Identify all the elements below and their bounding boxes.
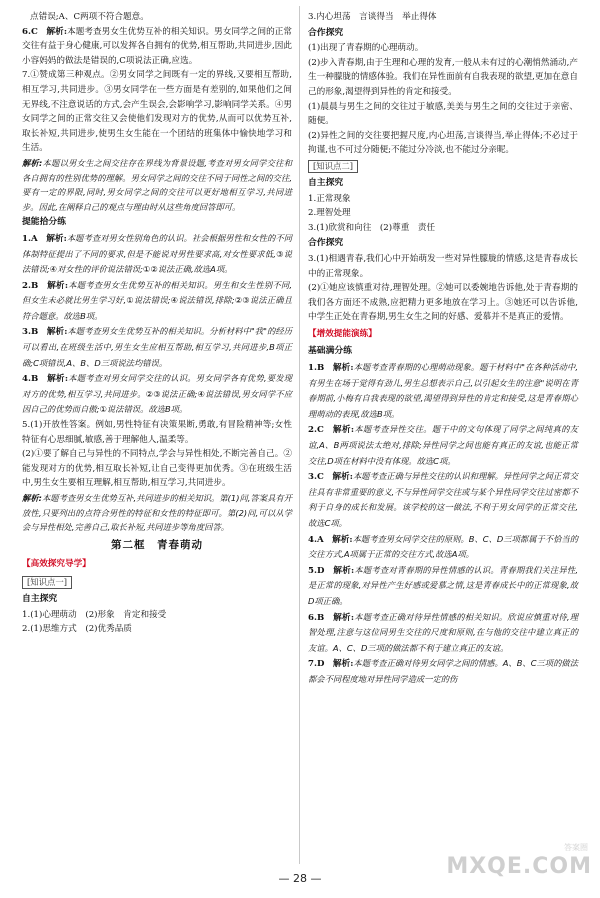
knowledge-point-label: [知识点二] — [308, 160, 358, 173]
section-heading: 合作探究 — [308, 27, 344, 38]
answer-paragraph: 3.(1)欣赏和向往 (2)尊重 责任 — [308, 222, 436, 233]
answer-paragraph: 1.正常现象 — [308, 193, 351, 204]
answer-paragraph: 3.内心坦荡 言谈得当 举止得体 — [308, 12, 437, 22]
answer-paragraph: 点错误;A、C两项不符合题意。 — [30, 12, 149, 22]
answer-paragraph: 解析:本题以男女生之间交往存在界线为背景设题,考查对男女同学交往和各自拥有的性别优势的理解。男女同学之间的交往不同于同性之间的交往,要有一定的界限,同时,男女同学之间的交往可以更好地相互学习,共同进步。因此,在阐释自己的观点与理由时从这些角度回答即可。 — [22, 157, 292, 212]
answer-paragraph: (2)①要了解自己与异性的不同特点,学会与异性相处,不断完善自己。②能发现对方的优势,相互取长补短,让自己变得更加优秀。③在班级生活中,男生女生要相互理解,相互帮助,相互学习,共同进步。 — [22, 449, 292, 489]
answer-paragraph: 6.C 解析:本题考查男女生优势互补的相关知识。男女同学之间的正常交往有益于身心健康,可以发挥各自拥有的优势,相互帮助,共同进步,因此小容妈妈的做法是错误的,C项说法正确,应选。 — [22, 26, 292, 66]
section-title: 第二框 青春萌动 — [111, 538, 203, 551]
answer-paragraph: 4.A 解析:本题考查男女同学交往的原则。B、C、D三项都属于不恰当的交往方式,A项属于正常的交往方式,故选A项。 — [308, 533, 578, 560]
answer-paragraph: 7.D 解析:本题考查正确对待男女同学之间的情感。A、B、C三项的做法都会不同程度地对异性同学造成一定的伤 — [308, 658, 578, 684]
answer-paragraph: 2.C 解析:本题考查异性交往。题干中的文句体现了同学之间纯真的友谊,A、B两项说法太绝对,排除;异性同学之间也能有真正的友谊,也能正常交往,D项在材料中没有体现。故选C项。 — [308, 424, 579, 466]
left-column — [22, 10, 292, 637]
answer-paragraph: 5.(1)开放性答案。例如,男性特征有决策果断,勇敢,有冒险精神等;女性特征有心思细腻,敏感,善于理解他人,温柔等。 — [22, 420, 292, 445]
answer-paragraph: 解析:本题考查男女生优势互补,共同进步的相关知识。第(1)问,答案具有开放性,只要列出的点符合男性的特征和女性的特征即可。第(2)问,可以从学会与异性相处,完善自己,取长补短,共同进步等角度回答。 — [22, 493, 293, 533]
knowledge-point-label: [知识点一] — [22, 576, 72, 589]
answer-paragraph: 6.B 解析:本题考查正确对待异性情感的相关知识。欣说应慎重对待,理智处理,注意与这位同男生交往的尺度和原则,在与他的交往中建立真正的友谊。A、C、D三项的做法都不利于建立真正的友谊。 — [308, 611, 578, 653]
answer-paragraph: 1.A 解析:本题考查对男女性别角色的认识。社会根据男性和女性的不同体制特征提出了不同的要求,但是不能说对男性要求高,对女性要求低,③说法错误;④对女性的评价说法错误;①②说法正确,故选A项。 — [22, 232, 292, 275]
answer-paragraph: 1.(1)心理萌动 (2)形象 肯定和接受 — [22, 609, 167, 620]
page-number: — 28 — — [278, 872, 322, 885]
section-heading: 自主探究 — [22, 593, 58, 604]
answer-paragraph: (1)晨晨与男生之间的交往过于敏感,美美与男生之间的交往过于亲密、随便。 — [308, 101, 578, 127]
answer-paragraph: (1)出现了青春期的心理萌动。 — [308, 43, 424, 54]
answer-paragraph: (2)①她应该慎重对待,理智处理。②她可以委婉地告诉他,处于青春期的我们各方面还不成熟,应把精力更多地放在学习上。③她还可以告诉他,中学生正处在青春期,男生女生之间的好感、爱慕并不是真正的爱情。 — [308, 283, 578, 323]
watermark-subtext: 答案圈 — [564, 843, 588, 852]
answer-paragraph: (2)异性之间的交往要把握尺度,内心坦荡,言谈得当,举止得体;不必过于拘谨,也不可过分随便;不能过分冷淡,也不能过分亲昵。 — [308, 130, 578, 156]
knowledge-point-row — [308, 158, 578, 175]
section-tag: 【增效提能演练】 — [308, 328, 377, 339]
answer-paragraph: 2.理智处理 — [308, 208, 351, 219]
column-divider — [299, 6, 300, 864]
answer-paragraph: 3.C 解析:本题考查正确与异性交往的认识和理解。异性同学之间正常交往具有非常重要的意义,不与异性同学交往或与某个异性同学交往过密都不利于自身的成长和发展。该学校的这一做法,不利于男女同学的正常交往,故选C项。 — [308, 471, 578, 528]
answer-paragraph: (2)步入青春期,由于生理和心理的发育,一般从未有过的心潮悄然涌动,产生一种朦胧的情感体验。我们在异性面前有自我表现的欲望,更加在意自己的形象,渴望得到异性的肯定和接受。 — [308, 57, 578, 97]
answer-paragraph: 7.①赞成第三种观点。②男女同学之间既有一定的界线,又要相互帮助,相互学习,共同进步。③男女同学在一些方面是有差别的,如果他们之间无界线,不注意说话的方式,会产生误会,会影响学习,影响同学关系。④男女同学之间的正常交往又会使他们发现对方的优势,从而可以优势互补,取长补短,共同进步,使男生女生能在一个团结的班集体中愉快地学习和生活。 — [22, 70, 292, 154]
right-column — [308, 10, 578, 688]
watermark: MXQE.COM — [446, 854, 592, 879]
answer-paragraph: 3.(1)相遇青春,我们心中开始萌发一些对异性朦胧的情感,这是青春成长中的正常现象。 — [308, 253, 578, 279]
answer-paragraph: 5.D 解析:本题考查对青春期的异性情感的认识。青春期我们关注异性,是正常的现象,对异性产生好感或爱慕之情,这是青春成长中的正常现象,故D项正确。 — [308, 564, 578, 606]
answer-paragraph: 2.B 解析:本题考查男女生优势互补的相关知识。男生和女生性别不同,但女生未必就比男生学习好,①说法错误;④说法错误,排除;②③说法正确且符合题意。故选B项。 — [22, 279, 292, 321]
section-heading: 基础满分练 — [308, 346, 352, 357]
answer-paragraph: 4.B 解析:本题考查对男女同学交往的认识。男女同学各有优势,要发现对方的优势,相互学习,共同进步。②③说法正确;④说法错误,男女同学不应因自己的优势而自傲;①说法错误。故选B项。 — [22, 373, 292, 415]
knowledge-point-row — [22, 574, 292, 591]
section-heading: 提能拾分练 — [22, 217, 66, 228]
answer-paragraph: 3.B 解析:本题考查男女生优势互补的相关知识。分析材料中"我"的经历可以看出,在班级生活中,男生女生应相互帮助,相互学习,共同进步,B项正确;C项错误,A、B、D三项说法均错误。 — [22, 326, 292, 368]
answer-paragraph: 2.(1)思维方式 (2)优秀品质 — [22, 624, 132, 635]
answer-paragraph: 1.B 解析:本题考查青春期的心理萌动现象。题干材料中"在各种活动中,有男生在场于觉得有劲儿,男生总想表示自己,以引起女生的注意"说明在青春期前,小梅有自我表现的欲望,渴望得到异性的肯定和接受,这是青春期心理萌动的表现,故选B项。 — [308, 362, 578, 419]
section-heading: 合作探究 — [308, 238, 344, 249]
section-tag: 【高效探究导学】 — [22, 559, 91, 570]
section-heading: 自主探究 — [308, 177, 344, 188]
